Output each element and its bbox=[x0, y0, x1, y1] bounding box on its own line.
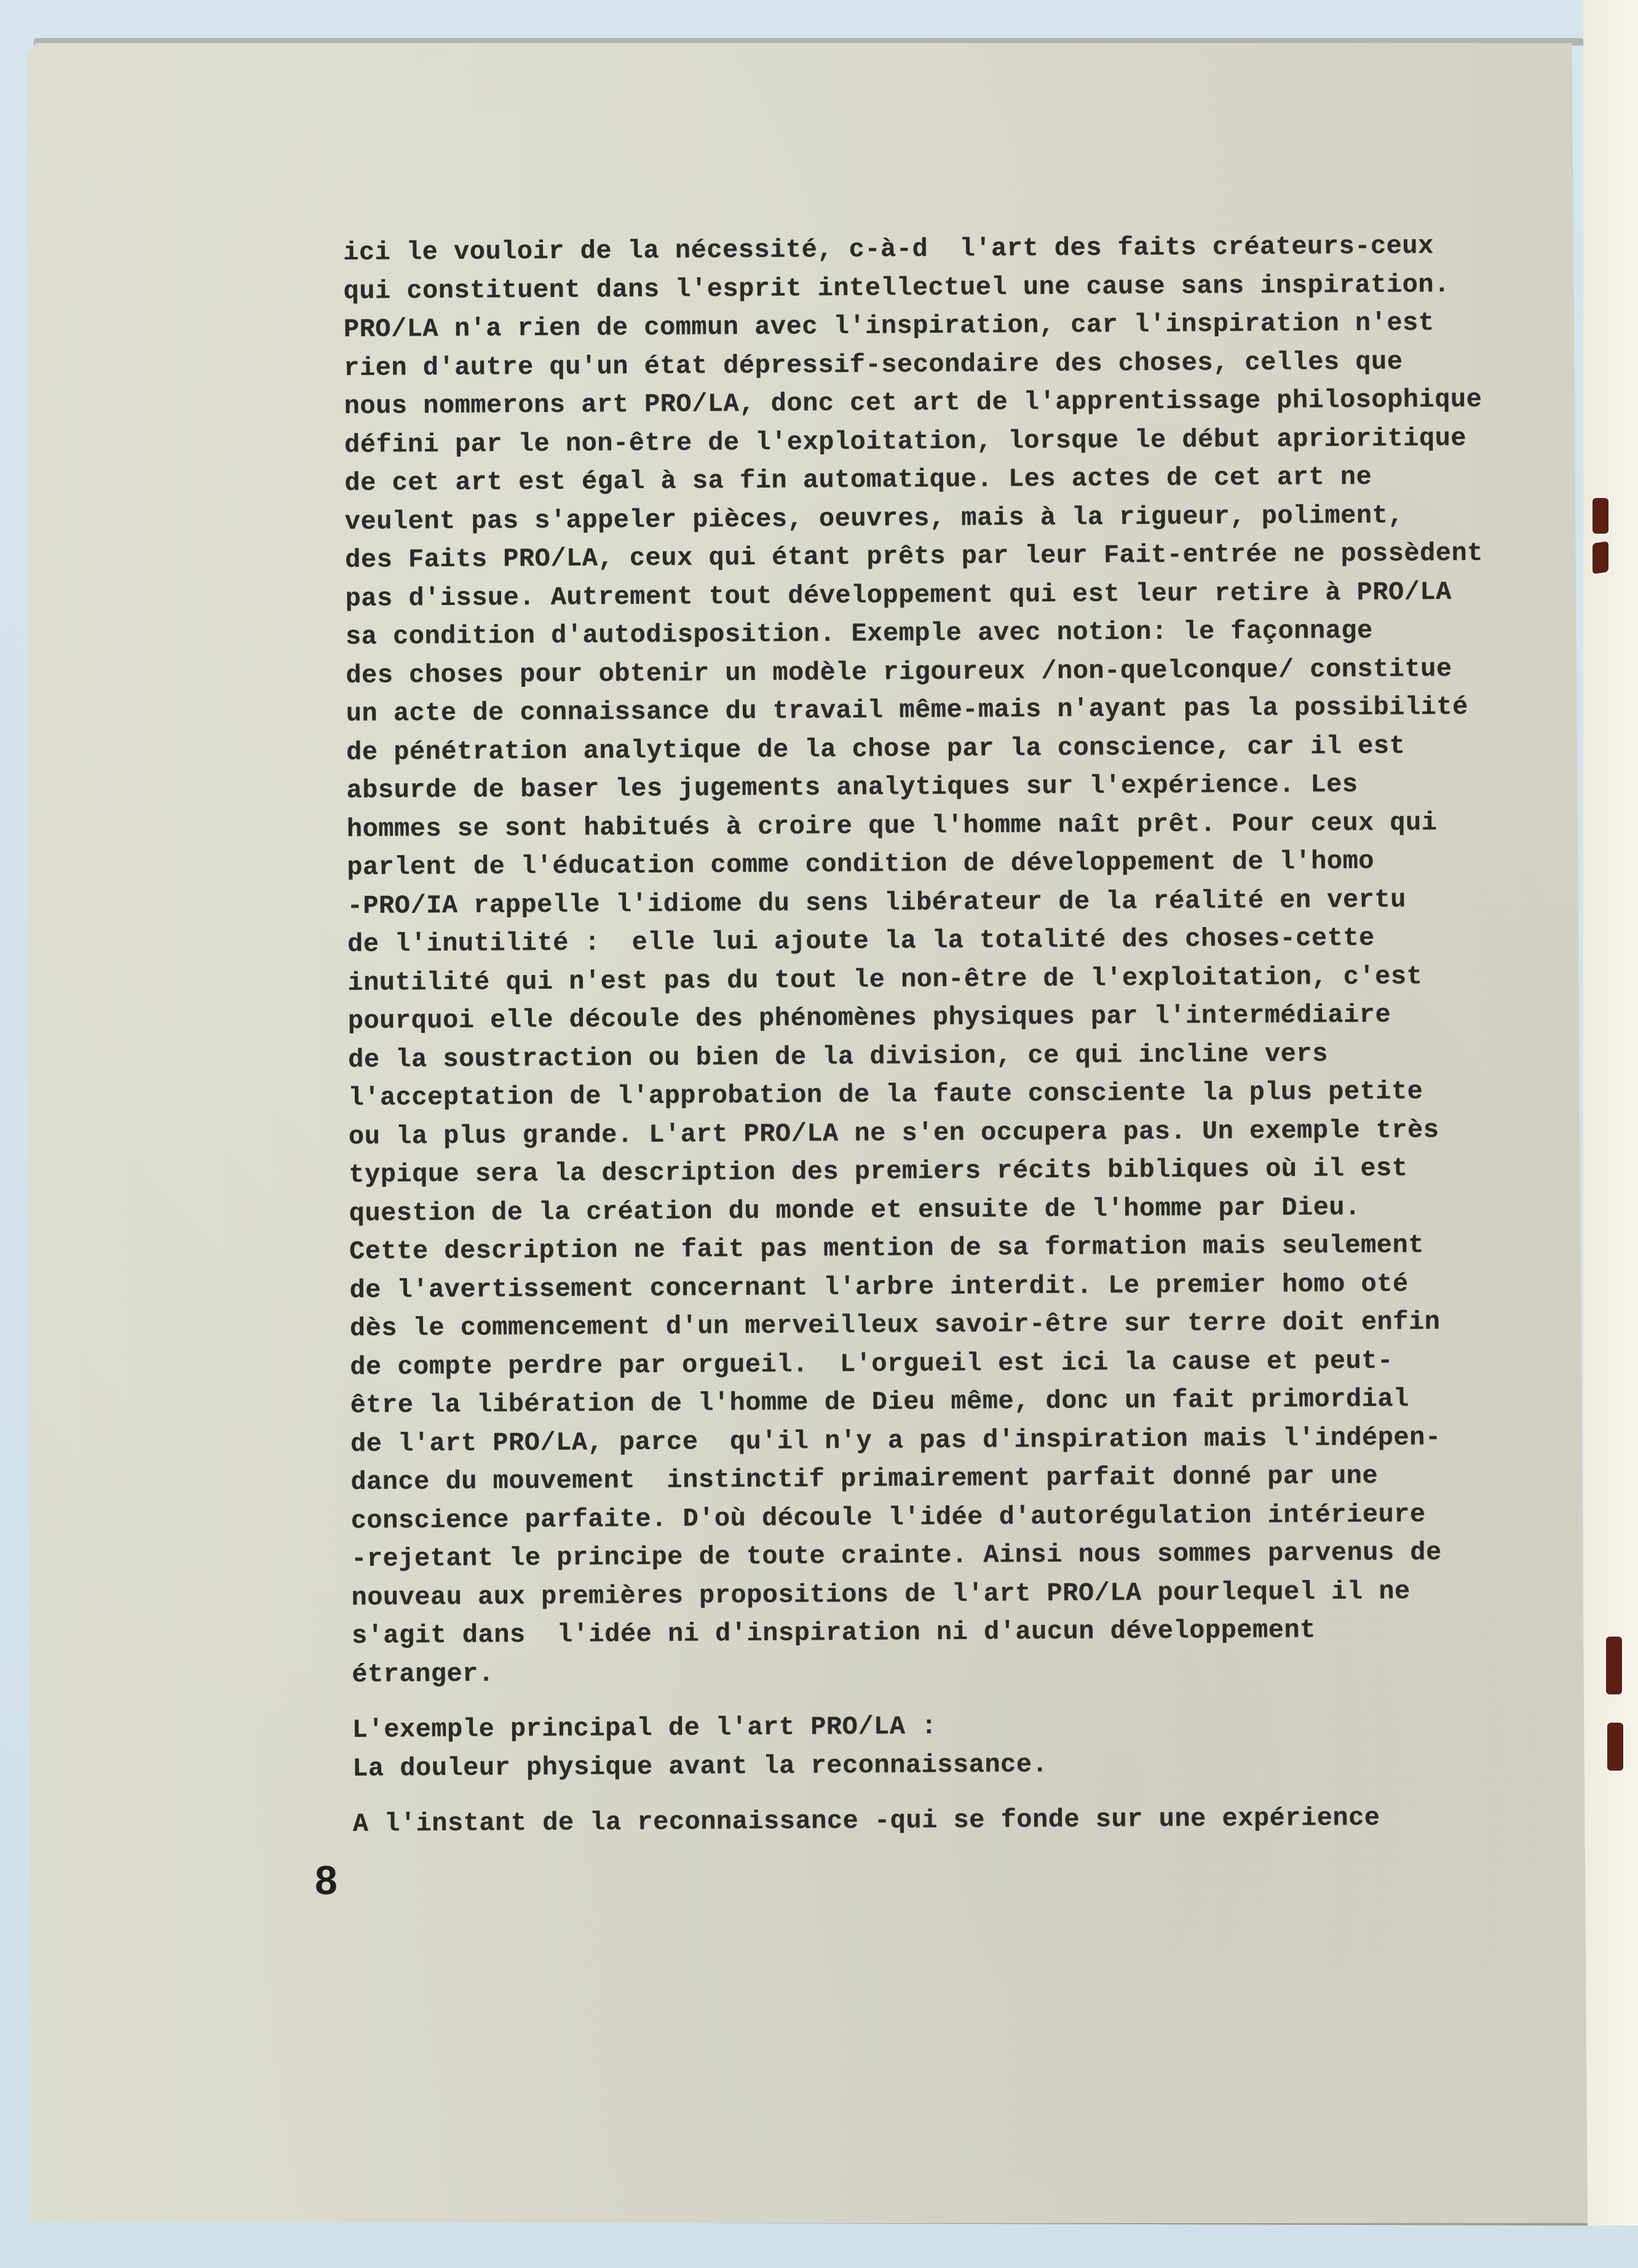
underlying-page-edge bbox=[1583, 0, 1638, 2226]
text-line: question de la création du monde et ensuite de l'homme par Dieu. bbox=[349, 1192, 1361, 1228]
text-line: A l'instant de la reconnaissance -qui se fonde sur une expérience bbox=[352, 1803, 1380, 1839]
text-line: rien d'autre qu'un état dépressif-secondaire des choses, celles que bbox=[344, 346, 1403, 383]
text-line: de l'inutilité : elle lui ajoute la la totalité des choses-cette bbox=[347, 923, 1375, 959]
text-line: l'acceptation de l'approbation de la faute consciente la plus petite bbox=[348, 1077, 1423, 1113]
text-line: un acte de connaissance du travail même-mais n'ayant pas la possibilité bbox=[346, 692, 1468, 729]
text-line: -PRO/IA rappelle l'idiome du sens libérateur de la réalité en vertu bbox=[347, 884, 1406, 921]
text-line: parlent de l'éducation comme condition de développement de l'homo bbox=[347, 846, 1375, 882]
text-line: des Faits PRO/LA, ceux qui étant prêts par leur Fait-entrée ne possèdent bbox=[345, 538, 1484, 575]
text-line: inutilité qui n'est pas du tout le non-être de l'exploitation, c'est bbox=[347, 961, 1423, 998]
text-line: ou la plus grande. L'art PRO/LA ne s'en occupera pas. Un exemple très bbox=[348, 1115, 1439, 1152]
staple-bottom-upper bbox=[1606, 1637, 1622, 1694]
text-line: de pénétration analytique de la chose par la conscience, car il est bbox=[346, 730, 1406, 767]
text-line: défini par le non-être de l'exploitation, lorsque le début aprioritique bbox=[344, 423, 1467, 460]
text-line: hommes se sont habitués à croire que l'homme naît prêt. Pour ceux qui bbox=[346, 807, 1438, 844]
text-line: veulent pas s'appeler pièces, oeuvres, mais à la rigueur, poliment, bbox=[344, 500, 1404, 537]
text-line: de l'art PRO/LA, parce qu'il n'y a pas d'inspiration mais l'indépen- bbox=[350, 1422, 1441, 1459]
typewritten-text bbox=[343, 226, 1521, 1843]
text-line: conscience parfaite. D'où découle l'idée d'autorégulation intérieure bbox=[350, 1499, 1426, 1536]
staple-bottom-lower bbox=[1607, 1723, 1623, 1771]
text-line: être la libération de l'homme de Dieu même, donc un fait primordial bbox=[350, 1384, 1409, 1420]
text-line: typique sera la description des premiers récits bibliques où il est bbox=[349, 1153, 1408, 1190]
text-line: des choses pour obtenir un modèle rigoureux /non-quelconque/ constitue bbox=[346, 654, 1452, 690]
text-line: pourquoi elle découle des phénomènes physiques par l'intermédiaire bbox=[347, 1000, 1391, 1036]
text-line: nouveau aux premières propositions de l'art PRO/LA pourlequel il ne bbox=[351, 1576, 1410, 1613]
text-line: pas d'issue. Autrement tout développement qui est leur retire à PRO/LA bbox=[345, 577, 1452, 614]
paragraph-main bbox=[343, 226, 1520, 1694]
text-line: dès le commencement d'un merveilleux savoir-être sur terre doit enfin bbox=[349, 1307, 1441, 1343]
page-number: 8 bbox=[315, 1857, 338, 1903]
text-line: de l'avertissement concernant l'arbre interdit. Le premier homo oté bbox=[349, 1268, 1409, 1305]
text-line: absurde de baser les jugements analytiques sur l'expérience. Les bbox=[346, 769, 1358, 805]
staple-top-lower bbox=[1593, 541, 1608, 574]
text-line: PRO/LA n'a rien de commun avec l'inspiration, car l'inspiration n'est bbox=[343, 308, 1434, 344]
paragraph-example bbox=[352, 1704, 1521, 1788]
text-line: de la soustraction ou bien de la division, ce qui incline vers bbox=[348, 1038, 1328, 1075]
text-line: de compte perdre par orgueil. L'orgueil est ici la cause et peut- bbox=[350, 1346, 1393, 1382]
text-line: qui constituent dans l'esprit intellectuel une cause sans inspiration. bbox=[343, 269, 1450, 306]
text-line: sa condition d'autodisposition. Exemple avec notion: le façonnage bbox=[345, 615, 1373, 652]
text-line: étranger. bbox=[352, 1659, 494, 1689]
text-line: nous nommerons art PRO/LA, donc cet art de l'apprentissage philosophique bbox=[344, 384, 1482, 421]
staple-top-upper bbox=[1593, 498, 1608, 534]
text-line: La douleur physique avant la reconnaissance. bbox=[352, 1749, 1048, 1784]
text-line: s'agit dans l'idée ni d'inspiration ni d'aucun développement bbox=[351, 1615, 1316, 1651]
text-line: de cet art est égal à sa fin automatique. Les actes de cet art ne bbox=[344, 462, 1372, 498]
text-line: ici le vouloir de la nécessité, c-à-d l'art des faits créateurs-ceux bbox=[343, 231, 1434, 267]
text-line: L'exemple principal de l'art PRO/LA : bbox=[352, 1712, 938, 1745]
paragraph-continuation bbox=[353, 1798, 1521, 1843]
text-line: Cette description ne fait pas mention de sa formation mais seulement bbox=[349, 1230, 1425, 1266]
text-line: dance du mouvement instinctif primairement parfait donné par une bbox=[350, 1461, 1379, 1497]
text-line: -rejetant le principe de toute crainte. Ainsi nous sommes parvenus de bbox=[351, 1538, 1442, 1574]
